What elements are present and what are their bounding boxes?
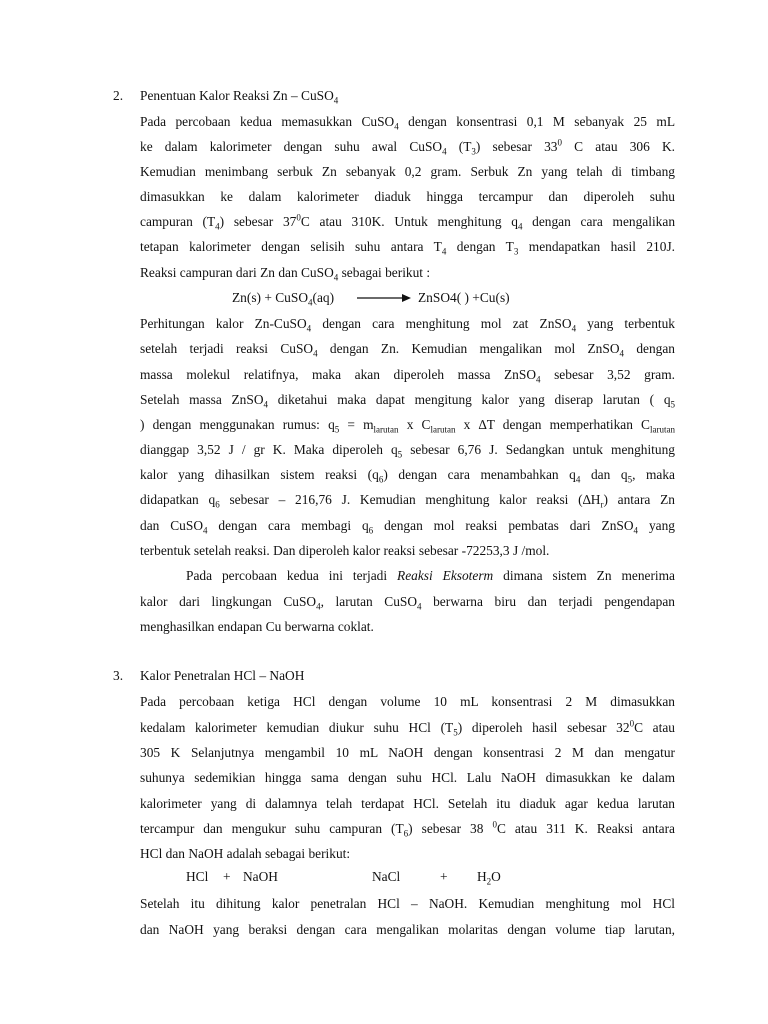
s3-lines-line [140, 719, 675, 736]
subscript: 4 [575, 474, 581, 485]
text-segment: yang [638, 518, 675, 533]
s2-lines-line [140, 163, 675, 180]
text-segment: dengan konsentrasi 0,1 M sebanyak 25 mL [398, 114, 676, 129]
text-segment: campuran (T [140, 214, 216, 229]
text-segment: = m [339, 417, 374, 432]
text-segment: berwarna biru dan terjadi pengendapan [421, 594, 676, 609]
subscript: 4 [633, 525, 639, 536]
text-segment: C atau 306 K. [561, 139, 675, 154]
text-segment: Pada percobaan kedua memasukkan CuSO [140, 114, 395, 129]
equation-nacl: NaCl [372, 869, 401, 884]
s3-lines-line [140, 744, 675, 761]
s2-lines2-line [140, 491, 675, 508]
text-segment: setelah terjadi reaksi CuSO [140, 341, 314, 356]
subscript: larutan [650, 424, 675, 435]
text-segment: dengan T [446, 239, 514, 254]
text-segment: mendapatkan hasil 210J. [518, 239, 676, 254]
subscript: 3 [513, 246, 519, 257]
subscript: 4 [306, 323, 312, 334]
section-2-heading [113, 88, 338, 104]
s3-lines2-line [140, 895, 675, 912]
text-segment: kalorimeter yang di dalamnya telah terdapat HCl. Setelah itu diaduk agar kedua larutan [140, 796, 675, 811]
subscript: 5 [670, 399, 676, 410]
s3-lines-line [140, 795, 675, 812]
para-text: Pada percobaan kedua ini terjadi [186, 568, 398, 583]
text-segment: ) dengan cara menambahkan q [383, 467, 576, 482]
equation-plus-2: + [440, 869, 448, 884]
s3-lines2-line [140, 921, 675, 938]
text-segment: dengan mol reaksi pembatas dari ZnSO [373, 518, 634, 533]
superscript: 0 [492, 819, 497, 830]
subscript: 4 [442, 146, 447, 157]
text-segment: , larutan CuSO [320, 594, 418, 609]
s2-lines-line [140, 188, 675, 205]
s2-lines2-line [140, 366, 675, 383]
s3-lines-line [140, 820, 675, 837]
subscript: larutan [373, 424, 399, 435]
text-segment: diketahui maka dapat mengitung kalor yang diserap larutan ( q [268, 392, 671, 407]
text-segment: Kemudian menimbang serbuk Zn sebanyak 0,2 gram. Serbuk Zn yang telah di timbang [140, 164, 675, 179]
text-segment: x C [398, 417, 431, 432]
text-segment: ke dalam kalorimeter dengan suhu awal CuSO [140, 139, 443, 154]
subscript: 6 [378, 474, 384, 485]
section-3-title: Kalor Penetralan HCl – NaOH [140, 668, 305, 683]
subscript: 6 [368, 525, 374, 536]
text-segment: kalor yang dihasilkan sistem reaksi (q [140, 467, 379, 482]
text-segment: Setelah massa ZnSO [140, 392, 264, 407]
text-segment: didapatkan q [140, 492, 216, 507]
s3-lines-line [140, 693, 675, 710]
equation-zn-cuso4-products: ZnSO4( ) +Cu(s) [418, 290, 510, 305]
h2o-sub: 2 [486, 876, 492, 887]
subscript: larutan [430, 424, 456, 435]
text-segment: suhunya sedemikian hingga sama dengan suhu HCl. Lalu NaOH dimasukkan ke dalam [140, 770, 675, 785]
h2o-o: O [491, 869, 501, 884]
text-segment: ) antara Zn [603, 492, 675, 507]
text-segment: yang terbentuk [576, 316, 676, 331]
subscript: 6 [215, 499, 220, 510]
s2-lines2-line [140, 466, 675, 483]
text-segment: C atau 311 K. Reaksi antara [496, 821, 675, 836]
text-segment: dimasukkan ke dalam kalorimeter diaduk hingga tercampur dan diperoleh suhu [140, 189, 675, 204]
reaction-arrow-icon [356, 291, 412, 305]
s2-lines2-line [140, 542, 675, 559]
text-segment: kedalam kalorimeter kemudian diukur suhu HCl (T [140, 720, 454, 735]
s2-lines2-line [140, 391, 675, 408]
subscript: 4 [215, 221, 220, 232]
section-2-paragraph-3-line-2 [140, 593, 675, 610]
subscript: 4 [417, 601, 422, 612]
s3-lines-line [140, 845, 675, 862]
text-segment: sebesar 3,52 gram. [540, 367, 675, 382]
subscript: 4 [333, 272, 339, 283]
subscript: 5 [453, 727, 458, 738]
text-segment: ) dengan menggunakan rumus: q [140, 417, 335, 432]
text-segment: ) sebesar 37 [219, 214, 297, 229]
text-segment: sebesar – 216,76 J. Kemudian menghitung kalor reaksi (∆H [219, 492, 601, 507]
text-segment: sebagai berikut : [338, 265, 431, 280]
text-segment: tercampur dan mengukur suhu campuran (T [140, 821, 404, 836]
subscript: 4 [263, 399, 269, 410]
equation-naoh: NaOH [243, 869, 278, 884]
text-segment: sebesar 6,76 J. Sedangkan untuk menghitung [402, 442, 675, 457]
text-segment: 305 K Selanjutnya mengambil 10 mL NaOH dengan konsentrasi 2 M dan mengatur [140, 745, 675, 760]
subscript: 5 [397, 449, 403, 460]
text-segment: (T [446, 139, 472, 154]
section-2-paragraph-3-line-1 [186, 567, 675, 584]
equation-left-sub: 4 [308, 297, 313, 308]
s2-lines-line [140, 238, 675, 255]
s2-lines2-line [140, 340, 675, 357]
section-2-title-sub: 4 [333, 95, 339, 106]
para-italic-term: Reaksi Eksoterm [397, 568, 494, 583]
subscript: 4 [517, 221, 523, 232]
text-segment: tetapan kalorimeter dengan selisih suhu antara T [140, 239, 442, 254]
subscript: 4 [203, 525, 208, 536]
s2-lines2-line [140, 416, 675, 433]
subscript: 6 [403, 828, 409, 839]
text-segment: massa molekul relatifnya, maka akan diperoleh massa ZnSO [140, 367, 536, 382]
equation-zn-cuso4-reactants [232, 290, 334, 306]
text-segment: ) diperoleh hasil sebesar 32 [457, 720, 630, 735]
superscript: 0 [629, 718, 635, 729]
subscript: 4 [313, 348, 318, 359]
section-2-paragraph-3-line-3: menghasilkan endapan Cu berwarna coklat. [140, 619, 374, 634]
text-segment: Reaksi campuran dari Zn dan CuSO [140, 265, 334, 280]
text-segment: dan q [580, 467, 628, 482]
section-2-title: Penentuan Kalor Reaksi Zn – CuSO [140, 88, 334, 103]
text-segment: ) sebesar 33 [475, 139, 558, 154]
text-segment: HCl dan NaOH adalah sebagai berikut: [140, 846, 351, 861]
equation-left-end: (aq) [312, 290, 335, 305]
section-3-heading [113, 668, 304, 684]
h2o-h: H [477, 869, 487, 884]
text-segment: dengan Zn. Kemudian mengalikan mol ZnSO [317, 341, 620, 356]
text-segment: dan NaOH yang beraksi dengan cara mengalikan molaritas dengan volume tiap larutan, [140, 922, 675, 937]
s2-lines-line [140, 138, 675, 155]
superscript: 0 [557, 137, 562, 148]
equation-h2o [477, 869, 501, 885]
subscript: 5 [334, 424, 340, 435]
text-segment: Perhitungan kalor Zn-CuSO [140, 316, 307, 331]
subscript: 4 [619, 348, 624, 359]
s2-lines-line [140, 113, 675, 130]
text-segment: Setelah itu dihitung kalor penetralan HCl – NaOH. Kemudian menghitung mol HCl [140, 896, 675, 911]
text-segment: terbentuk setelah reaksi. Dan diperoleh kalor reaksi sebesar -72253,3 J /mol. [140, 543, 550, 558]
subscript: 3 [471, 146, 476, 157]
text-segment: dengan [624, 341, 675, 356]
subscript: 4 [316, 601, 321, 612]
text-segment: x ∆T dengan memperhatikan C [455, 417, 650, 432]
s2-lines-line [140, 264, 675, 281]
subscript: 4 [536, 374, 541, 385]
text-segment: dengan cara menghitung mol zat ZnSO [311, 316, 572, 331]
text-segment: , maka [632, 467, 676, 482]
subscript: 4 [394, 121, 399, 132]
s3-lines-line [140, 769, 675, 786]
text-segment: dengan cara membagi q [207, 518, 369, 533]
text-segment: kalor dari lingkungan CuSO [140, 594, 317, 609]
text-segment: Pada percobaan ketiga HCl dengan volume 10 mL konsentrasi 2 M dimasukkan [140, 694, 675, 709]
equation-plus-1: + [223, 869, 231, 884]
text-segment: C atau [634, 720, 675, 735]
subscript: 4 [571, 323, 577, 334]
s2-lines-line [140, 213, 675, 230]
para-text: dimana sistem Zn menerima [493, 568, 675, 583]
text-segment: ) sebesar 38 [408, 821, 493, 836]
superscript: 0 [296, 212, 301, 223]
text-segment: dengan cara mengalikan [522, 214, 676, 229]
s2-lines2-line [140, 441, 675, 458]
text-segment: dianggap 3,52 J / gr K. Maka diperoleh q [140, 442, 398, 457]
s2-lines2-line [140, 315, 675, 332]
subscript: r [600, 499, 604, 510]
s2-lines2-line [140, 517, 675, 534]
section-3-number: 3. [113, 668, 124, 683]
subscript: 5 [627, 474, 633, 485]
text-segment: dan CuSO [140, 518, 203, 533]
text-segment: C atau 310K. Untuk menghitung q [300, 214, 518, 229]
equation-left-text: Zn(s) + CuSO [232, 290, 308, 305]
section-2-number: 2. [113, 88, 124, 103]
subscript: 4 [441, 246, 447, 257]
equation-hcl: HCl [186, 869, 209, 884]
